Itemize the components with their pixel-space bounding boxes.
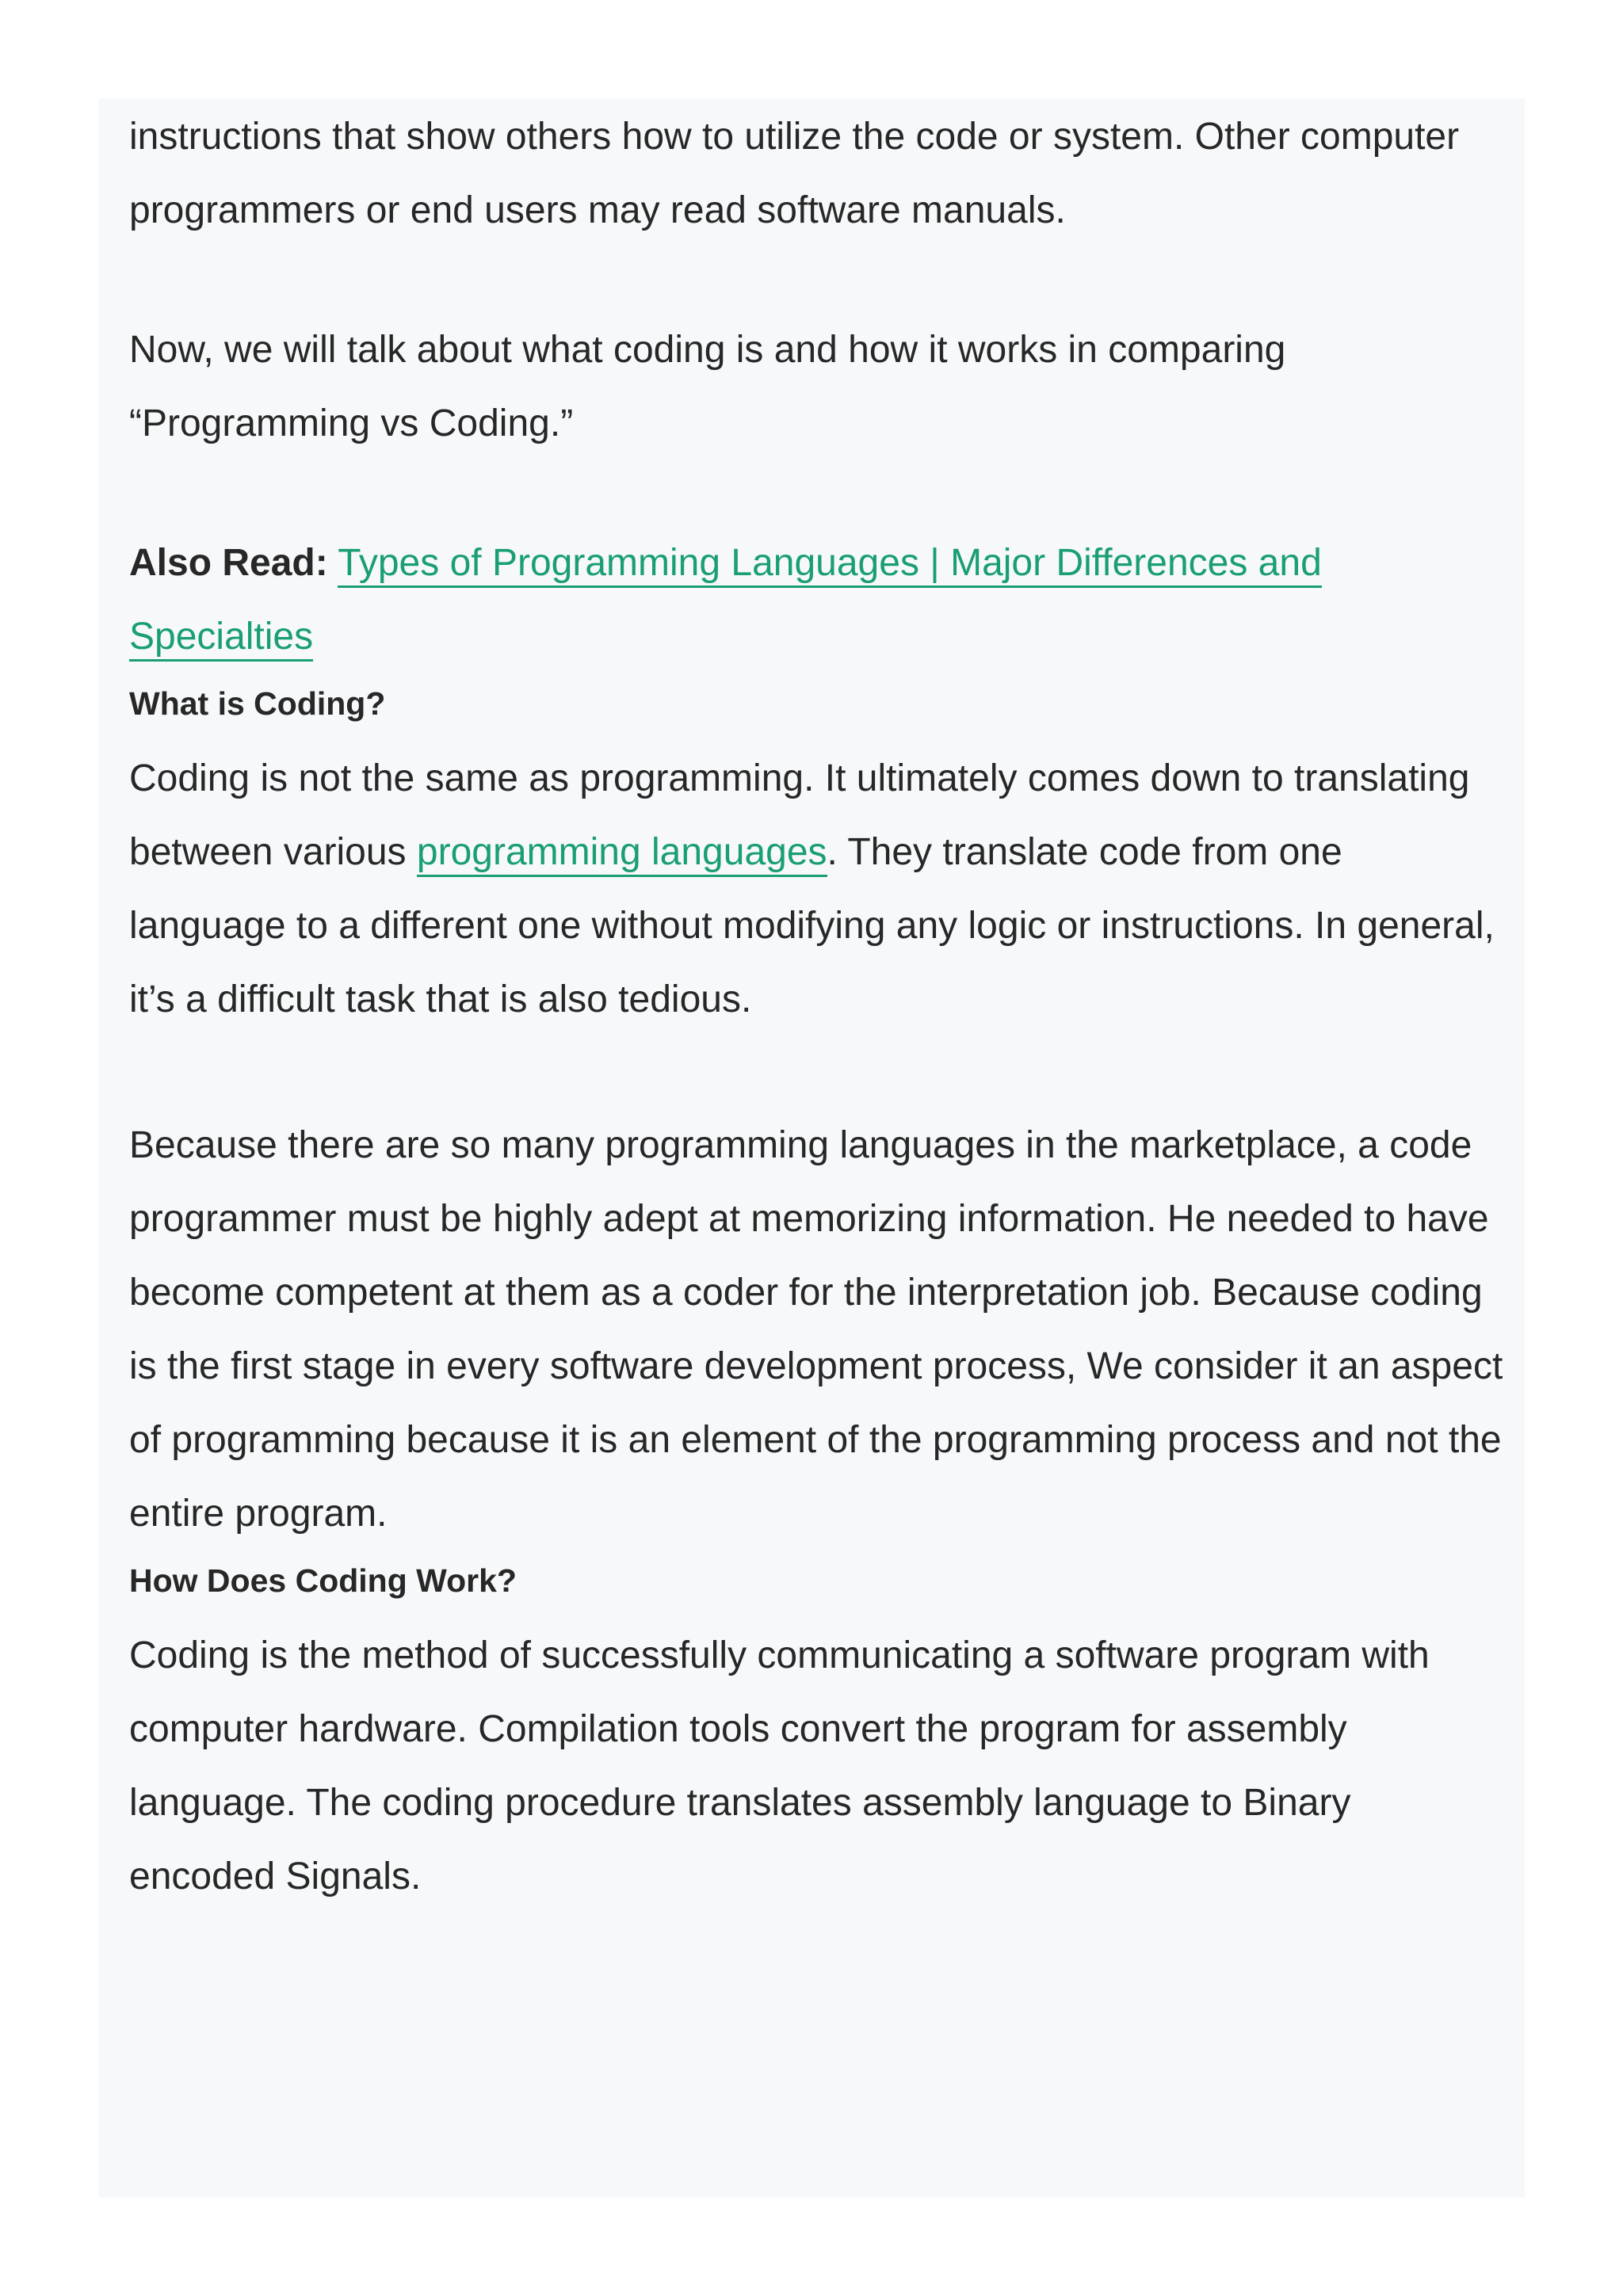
- coding-text-before-link: Coding is not the same as programming. It ultimately comes down to translating between various: [129, 757, 1470, 873]
- how-does-coding-work-paragraph: Coding is the method of successfully communicating a software program with computer hardware. Compilation tools convert the program for assembly language. The coding procedure translates assembly language to Binary encoded Signals.: [129, 1634, 1430, 1897]
- programming-languages-link[interactable]: programming languages: [417, 831, 827, 877]
- also-read-link[interactable]: Types of Programming Languages | Major Differences and Specialties: [129, 542, 1322, 662]
- coding-text-after-link: . They translate code from one language to a different one without modifying any logic or instructions. In general, it’s a difficult task that is also tedious.: [129, 831, 1495, 1020]
- intro-paragraph: instructions that show others how to utilize the code or system. Other computer programmers or end users may read software manuals.: [129, 116, 1460, 231]
- also-read-label: Also Read:: [129, 542, 328, 584]
- what-is-coding-paragraph: [129, 742, 1504, 1036]
- article-content: [129, 100, 1504, 1913]
- how-does-coding-work-heading: How Does Coding Work?: [129, 1562, 517, 1599]
- also-read-paragraph: [129, 526, 1504, 673]
- what-is-coding-heading: What is Coding?: [129, 685, 386, 722]
- transition-paragraph: Now, we will talk about what coding is and how it works in comparing “Programming vs Coding.”: [129, 329, 1286, 444]
- coding-marketplace-paragraph: Because there are so many programming languages in the marketplace, a code programmer must be highly adept at memorizing information. He needed to have become competent at them as a coder for the interpretation job. Because coding is the first stage in every software development process, We consider it an aspect of programming because it is an element of the programming process and not the entire program.: [129, 1124, 1503, 1535]
